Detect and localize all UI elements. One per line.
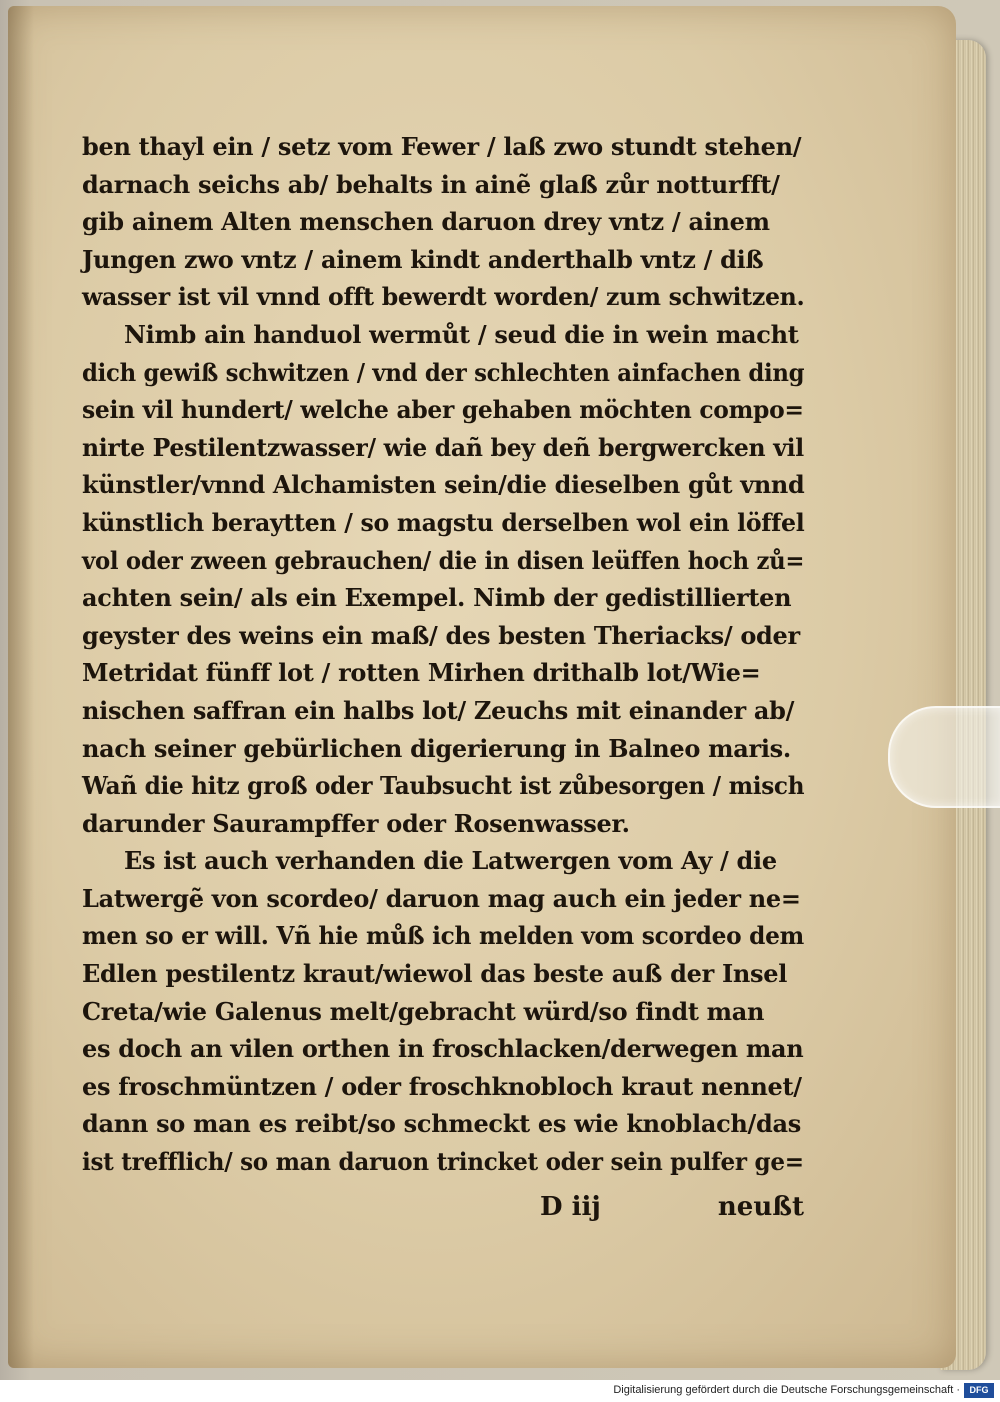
signature-mark: D iij [540, 1192, 601, 1222]
text-line: vol oder zween gebrauchen/ die in disen leüffen hoch zů= [82, 545, 805, 575]
text-line: men so er will. Vñ hie můß ich melden vom scordeo dem [82, 921, 804, 951]
page-clip [888, 706, 1000, 808]
text-line: künstlich beraytten / so magstu derselben wol ein löffel [82, 507, 805, 537]
text-line: wasser ist vil vnnd offt bewerdt worden/ zum schwitzen. [82, 282, 805, 312]
text-line: nach seiner gebürlichen digerierung in Balneo maris. [82, 733, 791, 763]
catchline [540, 1192, 804, 1232]
footer-credit: Digitalisierung gefördert durch die Deutsche Forschungsgemeinschaft · [613, 1384, 960, 1396]
page-gutter-shadow [8, 6, 34, 1368]
text-line: Nimb ain handuol wermůt / seud die in wein macht [124, 319, 799, 349]
text-line: geyster des weins ein maß/ des besten Theriacks/ oder [82, 620, 800, 650]
text-line: Wañ die hitz groß oder Taubsucht ist zůbesorgen / misch [82, 771, 805, 801]
text-line: nischen saffran ein halbs lot/ Zeuchs mit einander ab/ [82, 695, 795, 725]
catchword: neußt [717, 1192, 804, 1222]
text-line: Jungen zwo vntz / ainem kindt anderthalb vntz / diß [82, 244, 764, 274]
text-line: Creta/wie Galenus melt/gebracht würd/so findt man [82, 996, 765, 1026]
text-line: dann so man es reibt/so schmeckt es wie knoblach/das [82, 1109, 801, 1139]
text-line: es froschmüntzen / oder froschknobloch kraut nennet/ [82, 1071, 802, 1101]
text-line: künstler/vnnd Alchamisten sein/die dieselben gůt vnnd [82, 470, 805, 500]
text-line: nirte Pestilentzwasser/ wie dañ bey deñ bergwercken vil [82, 432, 804, 462]
text-line: darnach seichs ab/ behalts in ainẽ glaß zůr notturfft/ [82, 169, 780, 199]
text-line: ist trefflich/ so man daruon trincket oder sein pulfer ge= [82, 1147, 804, 1177]
text-line: es doch an vilen orthen in froschlacken/derwegen man [82, 1034, 804, 1064]
text-line: gib ainem Alten menschen daruon drey vntz / ainem [82, 207, 770, 237]
footer-banner [0, 1380, 1000, 1402]
text-line: Metridat fünff lot / rotten Mirhen drithalb lot/Wie= [82, 658, 761, 688]
text-line: ben thayl ein / setz vom Fewer / laß zwo stundt stehen/ [82, 132, 802, 161]
text-line: sein vil hundert/ welche aber gehaben möchten compo= [82, 395, 804, 425]
text-line: achten sein/ als ein Exempel. Nimb der gedistillierten [82, 583, 792, 613]
text-block [82, 128, 804, 1181]
text-line: Edlen pestilentz kraut/wiewol das beste auß der Insel [82, 959, 788, 989]
text-line: darunder Saurampffer oder Rosenwasser. [82, 808, 630, 838]
text-line: Es ist auch verhanden die Latwergen vom Ay / die [124, 846, 777, 876]
text-line: dich gewiß schwitzen / vnd der schlechten ainfachen ding [82, 357, 805, 387]
text-line: Latwergẽ von scordeo/ daruon mag auch ein jeder ne= [82, 883, 801, 913]
dfg-logo: DFG [964, 1383, 994, 1398]
